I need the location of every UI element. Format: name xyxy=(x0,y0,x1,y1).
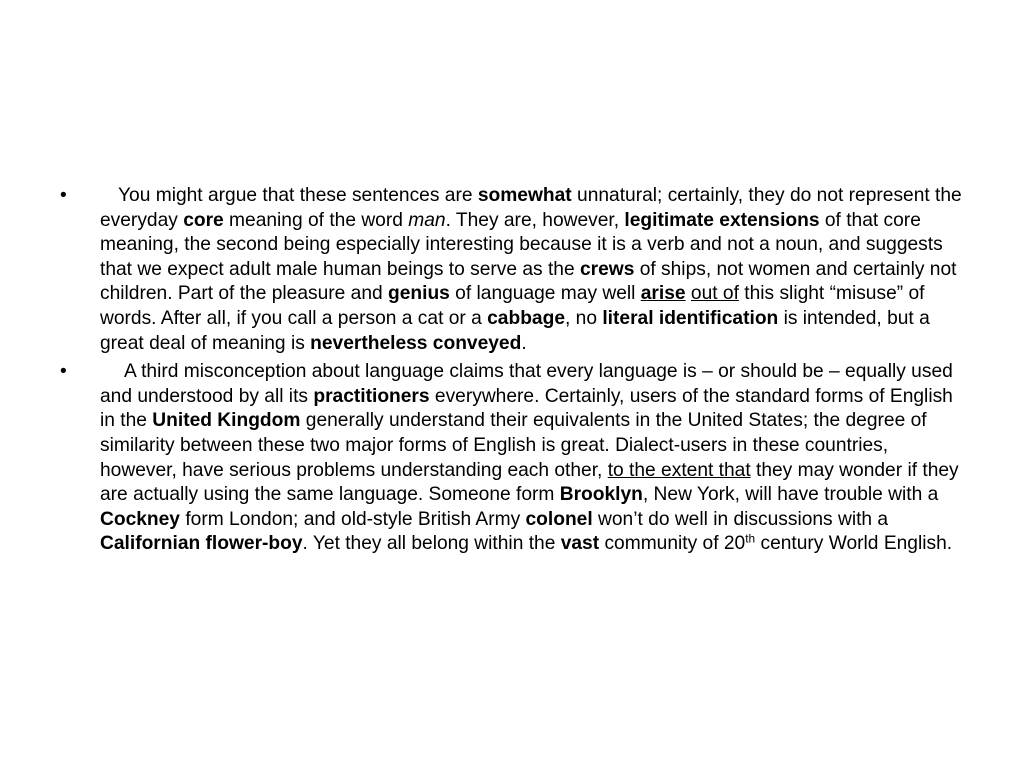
bullet-list xyxy=(60,184,968,557)
text-run: they may wonder if they are actually using the same language. Someone form xyxy=(100,459,959,506)
text-run: , no xyxy=(565,307,603,329)
text-run: won’t do well in discussions with a xyxy=(592,508,889,530)
bold-term-cockney: Cockney xyxy=(100,508,180,530)
slide-body xyxy=(60,184,968,561)
text-run: everywhere. Certainly, users of the standard forms of English in the xyxy=(100,385,953,432)
bullet-dot-icon: • xyxy=(60,185,67,206)
text-run: . Yet they all belong within the xyxy=(302,533,561,555)
underlined-term-out-of: out of xyxy=(690,283,739,305)
text-run: A third misconception about language claims that every language is – or should be – equally used and understood by all its xyxy=(100,361,953,407)
text-run: meaning of the word xyxy=(223,209,409,231)
bold-term-californian-flower-boy: Californian flower-boy xyxy=(100,533,303,555)
bold-term-core: core xyxy=(183,209,224,231)
text-run: of that core meaning, the second being especially interesting because it is a verb and not a noun, and suggests that we expect adult male human beings to serve as the xyxy=(100,209,943,280)
text-run: , New York, will have trouble with a xyxy=(642,484,939,506)
text-run: community of 20 xyxy=(599,533,746,555)
text-run: unnatural; certainly, they do not represent the everyday xyxy=(100,185,962,231)
text-run: is intended, but a great deal of meaning is xyxy=(100,307,930,354)
bold-term-legitimate-extensions: legitimate extensions xyxy=(624,209,820,231)
bold-term-colonel: colonel xyxy=(525,508,593,530)
bullet-paragraph-1 xyxy=(60,184,968,356)
bold-term-practitioners: practitioners xyxy=(313,385,430,407)
bullet-paragraph-2 xyxy=(60,360,968,557)
bold-term-literal-identification: literal identification xyxy=(602,307,779,329)
text-run: this slight “misuse” of words. After all, if you call a person a cat or a xyxy=(100,283,925,329)
text-run: generally understand their equivalents in the United States; the degree of similarity between these two major forms of English is great. Dialect-users in these countries, however, have serious problems understanding each other, xyxy=(100,410,927,481)
text-run: . xyxy=(521,332,527,354)
text-run: form London; and old-style British Army xyxy=(179,508,526,530)
bold-term-cabbage: cabbage xyxy=(487,307,565,329)
ordinal-superscript: th xyxy=(745,531,756,546)
bold-term-united-kingdom: United Kingdom xyxy=(152,410,301,432)
text-run: . They are, however, xyxy=(445,209,625,231)
text-run: You might argue that these sentences are xyxy=(118,185,478,206)
bold-term-genius: genius xyxy=(388,283,450,305)
bold-term-somewhat: somewhat xyxy=(477,185,572,206)
text-run: century World English. xyxy=(755,533,953,555)
underlined-term-to-the-extent-that: to the extent that xyxy=(607,459,751,481)
bold-term-nevertheless-conveyed: nevertheless conveyed xyxy=(310,332,522,354)
bold-term-crews: crews xyxy=(579,258,635,280)
bold-term-brooklyn: Brooklyn xyxy=(559,484,643,506)
bullet-dot-icon: • xyxy=(60,361,67,383)
italic-term-man: man xyxy=(408,209,446,231)
bold-underlined-term-arise: arise xyxy=(640,283,686,305)
bold-term-vast: vast xyxy=(560,533,600,555)
text-run: of language may well xyxy=(449,283,641,305)
text-run: of ships, not women and certainly not children. Part of the pleasure and xyxy=(100,258,957,305)
